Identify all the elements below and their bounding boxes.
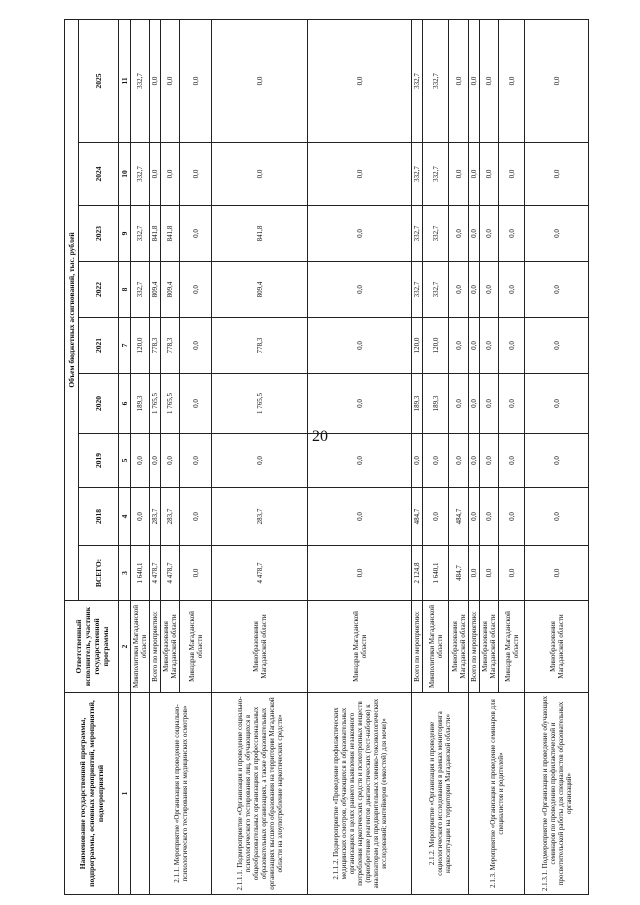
table-row [131,19,150,894]
cell-value: 484,7 [449,546,469,601]
cell-value: 1 640,1 [423,546,449,601]
cell-value: 0,0 [308,434,412,488]
header-year: 2021 [79,318,119,374]
cell-value: 0,0 [480,546,499,601]
cell-value: 0,0 [480,318,499,374]
cell-value: 0,0 [469,318,480,374]
row-executor: Минздрав Магаданской области [308,601,412,693]
cell-value: 0,0 [469,262,480,318]
table-row [150,19,161,894]
cell-value: 841,8 [161,206,180,262]
cell-value: 0,0 [308,488,412,546]
cell-value: 0,0 [449,19,469,142]
col-number: 8 [119,262,131,318]
cell-value: 120,0 [423,318,449,374]
row-executor: Всего по мероприятию: [412,601,423,693]
cell-value: 0,0 [469,374,480,434]
col-number: 1 [119,693,131,895]
col-number: 4 [119,488,131,546]
cell-value: 0,0 [180,143,212,206]
cell-value: 0,0 [499,262,525,318]
cell-value: 0,0 [161,143,180,206]
cell-value: 0,0 [525,434,589,488]
cell-value: 0,0 [161,19,180,142]
row-executor: Минобразования Магаданской области [480,601,499,693]
col-number: 9 [119,206,131,262]
row-executor: Минздрав Магаданской области [499,601,525,693]
cell-value: 484,7 [412,488,423,546]
cell-value: 0,0 [180,262,212,318]
header-executor: Ответственный исполнитель, участник государственной программы [65,601,119,693]
cell-value: 0,0 [423,434,449,488]
row-executor: Минполитики Магаданской области [131,601,150,693]
cell-value: 283,7 [150,488,161,546]
cell-value: 0,0 [469,206,480,262]
cell-value: 0,0 [449,374,469,434]
cell-value: 0,0 [423,488,449,546]
cell-value: 0,0 [480,434,499,488]
cell-value: 332,7 [423,262,449,318]
header-year: ВСЕГО: [79,546,119,601]
cell-value: 4 478,7 [150,546,161,601]
cell-value: 0,0 [480,374,499,434]
cell-value: 0,0 [480,262,499,318]
header-name: Наименование государственной программы, подпрограммы, основных мероприятий, мероприятий, подмероприятий [65,693,119,895]
cell-value: 0,0 [180,546,212,601]
cell-value: 0,0 [449,143,469,206]
cell-value: 0,0 [412,434,423,488]
rotated-content [64,20,620,895]
cell-value: 0,0 [480,19,499,142]
row-name: 2.1.3. Мероприятие «Организация и проведение семинаров для специалистов и родителей» [469,693,525,895]
col-number: 3 [119,546,131,601]
cell-value: 0,0 [180,434,212,488]
cell-value: 0,0 [131,434,150,488]
cell-value: 0,0 [499,206,525,262]
budget-table [64,19,589,895]
cell-value: 0,0 [308,206,412,262]
cell-value: 0,0 [449,262,469,318]
col-number: 2 [119,601,131,693]
cell-value: 1 765,5 [212,374,308,434]
row-executor: Всего по мероприятию: [150,601,161,693]
cell-value: 0,0 [469,488,480,546]
cell-value: 332,7 [423,206,449,262]
header-year: 2022 [79,262,119,318]
cell-value: 189,3 [423,374,449,434]
cell-value: 0,0 [499,374,525,434]
cell-value: 283,7 [212,488,308,546]
cell-value: 841,8 [150,206,161,262]
header-year: 2018 [79,488,119,546]
cell-value: 120,0 [412,318,423,374]
cell-value: 484,7 [449,488,469,546]
cell-value: 0,0 [308,546,412,601]
cell-value: 0,0 [180,206,212,262]
cell-value: 0,0 [480,206,499,262]
cell-value: 189,3 [412,374,423,434]
cell-value: 0,0 [150,143,161,206]
header-year: 2025 [79,19,119,142]
col-number: 10 [119,143,131,206]
cell-value: 809,4 [150,262,161,318]
cell-value: 0,0 [525,546,589,601]
cell-value: 0,0 [499,318,525,374]
row-executor: Минполитики Магаданской области [423,601,449,693]
cell-value: 0,0 [308,143,412,206]
cell-value: 0,0 [150,434,161,488]
cell-value: 120,0 [131,318,150,374]
cell-value: 283,7 [161,488,180,546]
cell-value: 0,0 [180,374,212,434]
cell-value: 809,4 [161,262,180,318]
cell-value: 0,0 [499,19,525,142]
cell-value: 332,7 [131,206,150,262]
cell-value: 0,0 [525,206,589,262]
page-number: 20 [312,428,328,445]
cell-value: 0,0 [449,318,469,374]
cell-value: 332,7 [131,143,150,206]
header-year: 2020 [79,374,119,434]
row-executor: Минобразования Магаданской области [161,601,180,693]
header-year: 2023 [79,206,119,262]
cell-value: 0,0 [449,206,469,262]
cell-value: 0,0 [212,143,308,206]
cell-value: 0,0 [469,19,480,142]
row-name [131,693,150,895]
cell-value: 0,0 [499,434,525,488]
table-row [469,19,480,894]
cell-value: 0,0 [308,19,412,142]
row-name: 2.1.3.1. Подмероприятие «Организация и проведение обучающих семинаров по проведению профилактической и просветительской работы для специалистов образовательных организаций» [525,693,589,895]
cell-value: 0,0 [499,488,525,546]
rotated-page-area [64,20,620,895]
cell-value: 332,7 [131,262,150,318]
cell-value: 0,0 [525,19,589,142]
table-row [212,19,308,894]
table-row [308,19,412,894]
row-executor: Минобразования Магаданской области [525,601,589,693]
header-year: 2024 [79,143,119,206]
row-executor: Минздрав Магаданской области [180,601,212,693]
cell-value: 332,7 [412,206,423,262]
cell-value: 332,7 [423,143,449,206]
col-number: 5 [119,434,131,488]
cell-value: 332,7 [423,19,449,142]
cell-value: 0,0 [480,488,499,546]
cell-value: 841,8 [212,206,308,262]
row-executor: Минобразования Магаданской области [212,601,308,693]
cell-value: 4 478,7 [212,546,308,601]
cell-value: 778,3 [212,318,308,374]
cell-value: 0,0 [161,434,180,488]
row-name: 2.1.2. Мероприятие «Организация и проведение социологического исследования в рамках мониторинга наркоситуации на территории Магаданской области» [412,693,469,895]
cell-value: 0,0 [480,143,499,206]
row-name: 2.1.1.2. Подмероприятие «Проведение профилактических медицинских осмотров, обучающихся в образовательных организациях в целях раннего выявления незаконного потребления наркотических средств и психотропных веществ (приобретение реагентов диагностических (тест-наборов) к анализаторам для предварительных химико-токсикологических исследований; контейнеров (емкостей) для мочи)» [308,693,412,895]
col-number: 7 [119,318,131,374]
cell-value: 0,0 [469,546,480,601]
cell-value: 332,7 [412,19,423,142]
cell-value: 0,0 [308,262,412,318]
cell-value: 0,0 [525,488,589,546]
cell-value: 778,3 [150,318,161,374]
cell-value: 0,0 [525,262,589,318]
cell-value: 2 124,8 [412,546,423,601]
cell-value: 0,0 [308,374,412,434]
cell-value: 1 765,5 [150,374,161,434]
cell-value: 0,0 [449,434,469,488]
header-year: 2019 [79,434,119,488]
cell-value: 1 640,1 [131,546,150,601]
cell-value: 0,0 [525,374,589,434]
header-budget: Объем бюджетных ассигнований, тыс. рублей [65,19,79,600]
cell-value: 4 478,7 [161,546,180,601]
cell-value: 809,4 [212,262,308,318]
cell-value: 189,3 [131,374,150,434]
table-row [525,19,589,894]
cell-value: 332,7 [412,262,423,318]
cell-value: 0,0 [180,318,212,374]
cell-value: 0,0 [469,143,480,206]
col-number: 11 [119,19,131,142]
row-name: 2.1.1. Мероприятие «Организация и проведение социально-психологического тестирования и медицинских осмотров» [150,693,212,895]
cell-value: 0,0 [499,143,525,206]
cell-value: 0,0 [212,19,308,142]
cell-value: 0,0 [469,434,480,488]
cell-value: 0,0 [499,546,525,601]
cell-value: 0,0 [131,488,150,546]
cell-value: 0,0 [525,143,589,206]
cell-value: 0,0 [180,488,212,546]
cell-value: 0,0 [180,19,212,142]
row-name: 2.1.1.1. Подмероприятие «Организация и проведение социально-психологического тестирования лиц, обучающихся в общеобразовательных организациях и профессиональных образовательных организациях, а также образовательных организациях высшего образования на территории Магаданской области на злоупотребление наркотических средств» [212,693,308,895]
table-row [412,19,423,894]
cell-value: 0,0 [150,19,161,142]
cell-value: 778,3 [161,318,180,374]
row-executor: Минобразования Магаданской области [449,601,469,693]
cell-value: 1 765,5 [161,374,180,434]
col-number: 6 [119,374,131,434]
cell-value: 0,0 [308,318,412,374]
row-executor: Всего по мероприятию: [469,601,480,693]
cell-value: 332,7 [131,19,150,142]
cell-value: 0,0 [525,318,589,374]
cell-value: 332,7 [412,143,423,206]
cell-value: 0,0 [212,434,308,488]
